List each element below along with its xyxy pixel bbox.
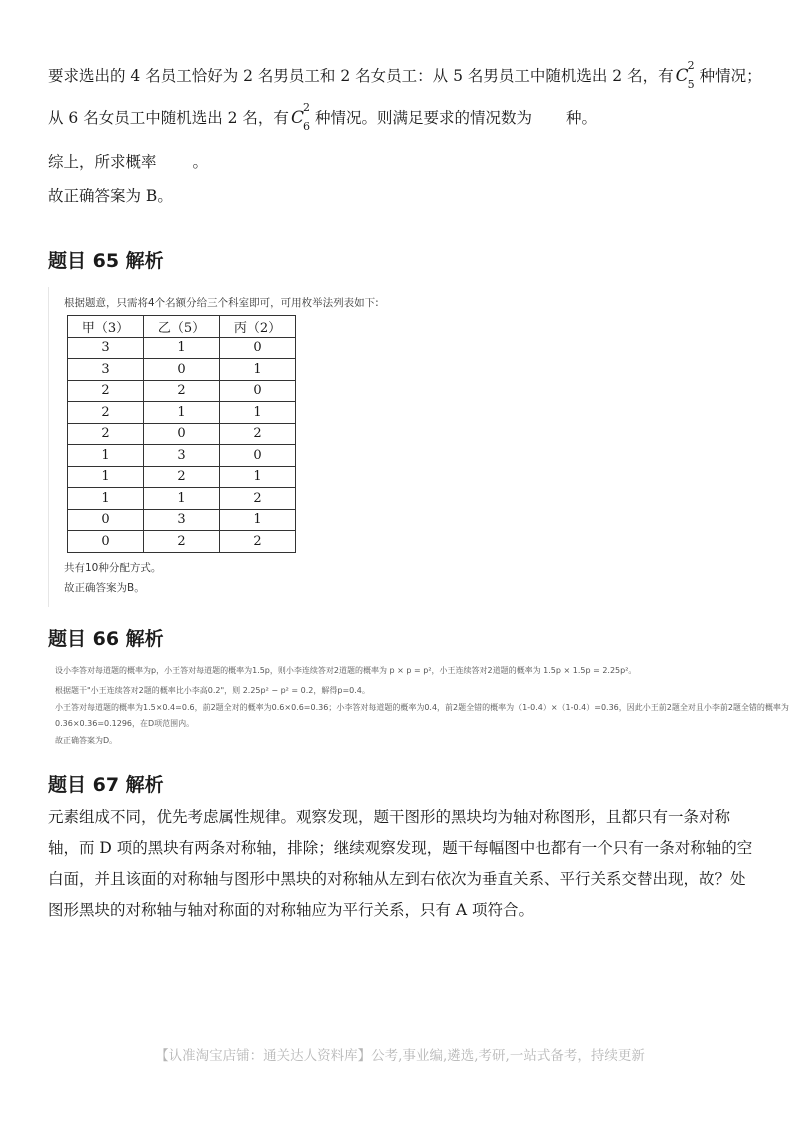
heading-65: 题目 65 解析 [48,250,164,272]
table-cell: 3 [144,509,220,531]
table-cell: 1 [68,488,144,510]
table-cell: 1 [144,337,220,359]
foot-text-65: 共有10种分配方式。 [64,562,162,574]
table-cell: 2 [144,380,220,402]
heading-66: 题目 66 解析 [48,628,164,650]
table-row [68,359,296,381]
heading-67: 题目 67 解析 [48,774,164,796]
table-header-row [68,316,296,338]
table-cell: 1 [220,402,296,424]
table-cell: 2 [68,402,144,424]
table-row [68,445,296,467]
text-line-3: 综上，所求概率 。 [48,153,209,171]
table-cell: 2 [220,531,296,553]
allocation-table [67,315,296,553]
intro-text-65: 根据题意，只需将4个名额分给三个科室即可，可用枚举法列表如下: [64,297,379,309]
table-cell: 0 [68,531,144,553]
table-cell: 2 [144,531,220,553]
header-bing: 丙（2） [220,316,296,338]
text-line-2: 从 6 名女员工中随机选出 2 名，有 C 2 6 种情况。则满足要求的情况数为 种。 [48,101,597,133]
combination-c62: C 2 6 [290,101,310,133]
header-jia: 甲（3） [68,316,144,338]
combination-c52: C 2 5 [675,59,695,91]
table-row [68,337,296,359]
table-cell: 0 [68,509,144,531]
table-row [68,380,296,402]
header-yi: 乙（5） [144,316,220,338]
answer-text-65: 故正确答案为B。 [64,582,145,594]
body-text-67: 元素组成不同，优先考虑属性规律。观察发现，题干图形的黑块均为轴对称图形，且都只有一条对称轴，而 D 项的黑块有两条对称轴，排除；继续观察发现，题干每幅图中也都有一个只有一条对称轴的空白面，并且该面的对称轴与图形中黑块的对称轴从左到右依次为垂直关系、平行关系交替出现，故？处图形黑块的对称轴与轴对称面的对称轴应为平行关系，只有 A 项符合。 [48,808,753,919]
table-row [68,423,296,445]
table-cell: 1 [144,402,220,424]
table-cell: 0 [220,337,296,359]
table-cell: 1 [68,445,144,467]
solution-line: 设小李答对每道题的概率为p，小王答对每道题的概率为1.5p，则小李连续答对2道题的概率为 p × p = p²，小王连续答对2道题的概率为 1.5p × 1.5p = 2.25p²。 [55,666,637,675]
page-footer: 【认准淘宝店铺：通关达人资料库】公考,事业编,遴选,考研,一站式备考，持续更新 [155,1048,645,1064]
table-cell: 2 [68,380,144,402]
solution-line: 根据题干"小王连续答对2题的概率比小李高0.2"，则 2.25p² − p² = 0.2，解得p=0.4。 [55,686,370,695]
table-cell: 3 [68,359,144,381]
table-cell: 2 [220,423,296,445]
table-row [68,531,296,553]
table-cell: 1 [144,488,220,510]
table-cell: 0 [220,445,296,467]
table-cell: 0 [144,423,220,445]
table-cell: 2 [144,466,220,488]
table-row [68,402,296,424]
answer-line-64: 故正确答案为 B。 [48,187,173,205]
table-row [68,466,296,488]
solution-line: 小王答对每道题的概率为1.5×0.4=0.6，前2题全对的概率为0.6×0.6=0.36；小李答对每道题的概率为0.4，前2题全错的概率为（1-0.4）×（1-0.4）=0.36，因此小王前2题全对且小李前2题全错的概率为 [55,703,789,712]
solution-line: 故正确答案为D。 [55,736,118,745]
table-cell: 2 [220,488,296,510]
table-cell: 1 [220,509,296,531]
table-row [68,488,296,510]
solution-image-65 [48,287,394,607]
table-cell: 3 [144,445,220,467]
table-cell: 0 [144,359,220,381]
table-cell: 0 [220,380,296,402]
table-cell: 2 [68,423,144,445]
table-cell: 3 [68,337,144,359]
table-cell: 1 [220,359,296,381]
table-row [68,509,296,531]
text-line-1: 要求选出的 4 名员工恰好为 2 名男员工和 2 名女员工：从 5 名男员工中随机选出 2 名，有 C 2 5 种情况； [48,59,762,91]
table-cell: 1 [220,466,296,488]
table-cell: 1 [68,466,144,488]
solution-line: 0.36×0.36=0.1296，在D项范围内。 [55,719,195,728]
